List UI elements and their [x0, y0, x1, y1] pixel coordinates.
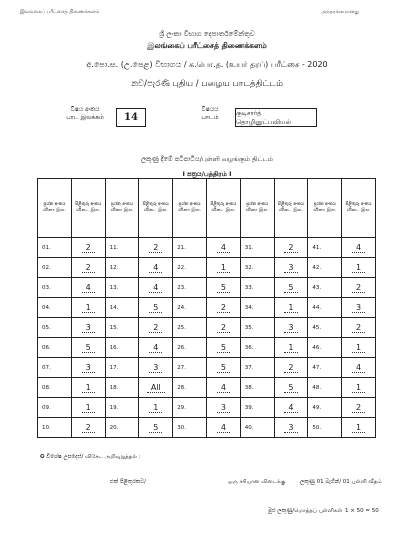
question-number: 47. [308, 358, 342, 378]
answer-cell [139, 278, 173, 298]
answer-cell [71, 378, 105, 398]
answer-value: 2 [217, 323, 230, 333]
answer-value: 3 [82, 363, 95, 373]
answer-cell [206, 378, 240, 398]
answer-value: 2 [284, 243, 297, 253]
department-title-tamil: இலங்கைப் பரீட்சைத் திணைக்களம் [147, 41, 267, 50]
question-number: 15. [105, 318, 139, 338]
answer-value: 1 [352, 423, 365, 433]
question-number: 11. [105, 238, 139, 258]
answer-cell [274, 338, 308, 358]
answer-cell [139, 258, 173, 278]
marking-scheme-title: ලකුණු දීමේ පටිපාටිය/புள்ளி வழங்கும் திட்டம் [141, 155, 273, 163]
question-number: 09. [38, 398, 72, 418]
question-number: 48. [308, 378, 342, 398]
answer-cell [71, 398, 105, 418]
col-header-answer: පිළිතුරු අංකය விடை இல. [274, 179, 308, 238]
answer-cell [274, 258, 308, 278]
answer-value: 5 [284, 283, 297, 293]
answer-cell [139, 298, 173, 318]
question-number: 46. [308, 338, 342, 358]
question-number: 01. [38, 238, 72, 258]
answer-cell [139, 398, 173, 418]
answer-cell [139, 338, 173, 358]
answer-cell [274, 298, 308, 318]
answer-value: 2 [82, 243, 95, 253]
question-number: 13. [105, 278, 139, 298]
subject-number: 14 [116, 108, 146, 127]
answer-value: 1 [82, 303, 95, 313]
answer-cell [274, 378, 308, 398]
subject-name: குடிசார்த் தொழினுட்பவியல் [235, 108, 317, 127]
question-number: 18. [105, 378, 139, 398]
question-number: 37. [240, 358, 274, 378]
question-number: 32. [240, 258, 274, 278]
exam-title: අ.පො.ස. (උ.පෙළ) විභාගය / க.பொ.த. (உயர் தரப்) பரீட்சை - 2020 [86, 60, 328, 69]
col-header-question: ප්‍රශ්න අංකය வினா இல. [308, 179, 342, 238]
answer-value: 5 [217, 363, 230, 373]
header-left: இலங்கைப் பரீட்சைத் திணைக்களம் [20, 9, 100, 15]
answer-value: 4 [217, 383, 230, 393]
answer-value: 4 [149, 343, 162, 353]
syllabus-title: නව/පැරණි புதிய / பழைய பாடத்திட்டம் [131, 79, 283, 89]
answer-value: 3 [284, 423, 297, 433]
question-number: 39. [240, 398, 274, 418]
answer-value: 5 [284, 383, 297, 393]
answer-cell [274, 238, 308, 258]
answer-value: 4 [284, 403, 297, 413]
table-row [38, 338, 376, 358]
subject-number-label-si: විෂය අංකය [70, 106, 100, 113]
table-row [38, 278, 376, 298]
answer-table [37, 178, 376, 438]
answer-cell [71, 318, 105, 338]
answer-cell [342, 338, 376, 358]
question-number: 49. [308, 398, 342, 418]
answer-table-body [38, 238, 376, 438]
answer-cell [342, 358, 376, 378]
answer-cell [274, 278, 308, 298]
answer-value: 4 [149, 283, 162, 293]
table-row [38, 298, 376, 318]
subject-label-ta: பாடம் [201, 114, 219, 121]
paper-title: I පත්‍රය/பத்திரம் I [182, 170, 232, 178]
table-row [38, 378, 376, 398]
answer-value: 1 [284, 303, 297, 313]
table-header-row [38, 179, 376, 238]
question-number: 14. [105, 298, 139, 318]
total-marks-label: මුළු ලකුණු/மொத்தப் புள்ளிகள் [268, 508, 343, 514]
answer-cell [71, 418, 105, 438]
answer-cell [342, 278, 376, 298]
answer-cell [342, 378, 376, 398]
answer-value: 2 [149, 323, 162, 333]
question-number: 34. [240, 298, 274, 318]
question-number: 08. [38, 378, 72, 398]
header-right: அந்தரங்கமானது [320, 9, 359, 15]
answer-cell [139, 238, 173, 258]
answer-value: 2 [82, 423, 95, 433]
answer-value: 1 [217, 263, 230, 273]
table-row [38, 318, 376, 338]
question-number: 42. [308, 258, 342, 278]
answer-value: 1 [82, 403, 95, 413]
answer-cell [206, 338, 240, 358]
answer-value: 4 [217, 423, 230, 433]
question-number: 20. [105, 418, 139, 438]
answer-cell [206, 398, 240, 418]
answer-value: 4 [352, 363, 365, 373]
table-row [38, 258, 376, 278]
question-number: 27. [173, 358, 207, 378]
question-number: 22. [173, 258, 207, 278]
question-number: 21. [173, 238, 207, 258]
question-number: 05. [38, 318, 72, 338]
question-number: 03. [38, 278, 72, 298]
question-number: 28. [173, 378, 207, 398]
col-header-question: ප්‍රශ්න අංකය வினா இல. [105, 179, 139, 238]
col-header-answer: පිළිතුරු අංකය விடை இல. [71, 179, 105, 238]
question-number: 25. [173, 318, 207, 338]
table-row [38, 238, 376, 258]
question-number: 41. [308, 238, 342, 258]
answer-cell [71, 298, 105, 318]
answer-value: 3 [352, 303, 365, 313]
question-number: 19. [105, 398, 139, 418]
subject-info [0, 106, 414, 142]
answer-cell [206, 238, 240, 258]
answer-cell [139, 318, 173, 338]
answer-cell [206, 418, 240, 438]
answer-cell [342, 258, 376, 278]
question-number: 45. [308, 318, 342, 338]
answer-cell [274, 318, 308, 338]
question-number: 26. [173, 338, 207, 358]
answer-cell [206, 278, 240, 298]
col-header-question: ප්‍රශ්න අංකය வினா இல. [173, 179, 207, 238]
answer-value: 2 [82, 263, 95, 273]
answer-value: 3 [284, 323, 297, 333]
answer-cell [342, 298, 376, 318]
one-answer-label-ta: ஒரு சரியான விடைக்கு [228, 479, 286, 485]
answer-value: 2 [352, 323, 365, 333]
question-number: 43. [308, 278, 342, 298]
question-number: 07. [38, 358, 72, 378]
answer-value: 3 [149, 363, 162, 373]
answer-value: 1 [149, 403, 162, 413]
answer-value: 1 [352, 263, 365, 273]
answer-value: 1 [352, 343, 365, 353]
table-row [38, 418, 376, 438]
answer-value: 2 [352, 283, 365, 293]
question-number: 16. [105, 338, 139, 358]
one-answer-label-si: එක් පිළිතුරකට/ [110, 479, 146, 485]
answer-cell [71, 238, 105, 258]
answer-value: 4 [352, 243, 365, 253]
question-number: 10. [38, 418, 72, 438]
answer-cell [71, 358, 105, 378]
answer-value: 5 [217, 343, 230, 353]
answer-value: 3 [82, 323, 95, 333]
col-header-answer: පිළිතුරු අංකය விடை இல. [342, 179, 376, 238]
question-number: 30. [173, 418, 207, 438]
answer-cell [206, 258, 240, 278]
question-number: 31. [240, 238, 274, 258]
answer-cell [274, 418, 308, 438]
answer-value: 1 [284, 343, 297, 353]
answer-value: 3 [217, 403, 230, 413]
answer-value: All [147, 383, 165, 393]
answer-cell [206, 358, 240, 378]
answer-value: 5 [82, 343, 95, 353]
answer-cell [342, 398, 376, 418]
answer-cell [342, 418, 376, 438]
question-number: 38. [240, 378, 274, 398]
table-row [38, 398, 376, 418]
subject-number-label [62, 106, 108, 122]
subject-number-label-ta: பாட இலக்கம் [66, 114, 104, 121]
question-number: 44. [308, 298, 342, 318]
answer-cell [71, 258, 105, 278]
answer-value: 5 [217, 283, 230, 293]
answer-cell [139, 358, 173, 378]
answer-value: 4 [149, 263, 162, 273]
special-instructions: ✪ විශේෂ උපදෙස්/ விசேட அறிவுறுத்தல் : [40, 454, 141, 460]
question-number: 17. [105, 358, 139, 378]
answer-value: 1 [352, 383, 365, 393]
answer-cell [274, 398, 308, 418]
question-number: 36. [240, 338, 274, 358]
total-marks-value: 1 × 50 = 50 [345, 508, 379, 514]
answer-value: 4 [82, 283, 95, 293]
answer-cell [342, 238, 376, 258]
question-number: 33. [240, 278, 274, 298]
question-number: 35. [240, 318, 274, 338]
answer-value: 2 [352, 403, 365, 413]
col-header-answer: පිළිතුරු අංකය விடை இல. [139, 179, 173, 238]
col-header-answer: පිළිතුරු අංකය விடை இல. [206, 179, 240, 238]
answer-value: 5 [149, 303, 162, 313]
answer-cell [139, 378, 173, 398]
answer-value: 5 [149, 423, 162, 433]
subject-label [190, 106, 230, 122]
question-number: 06. [38, 338, 72, 358]
answer-value: 4 [217, 243, 230, 253]
answer-value: 2 [284, 363, 297, 373]
marks-per-answer: ලකුණු 01 බැගින්/ 01 புள்ளி வீதம் [300, 479, 382, 485]
answer-value: 2 [149, 243, 162, 253]
answer-cell [274, 358, 308, 378]
table-row [38, 358, 376, 378]
answer-value: 2 [217, 303, 230, 313]
question-number: 29. [173, 398, 207, 418]
question-number: 23. [173, 278, 207, 298]
answer-cell [71, 278, 105, 298]
subject-label-si: විෂයය [201, 106, 219, 113]
department-title-sinhala: ශ්‍රී ලංකා විභාග දෙපාර්තමේන්තුව [159, 30, 255, 38]
question-number: 24. [173, 298, 207, 318]
col-header-question: ප්‍රශ්න අංකය வினா இல. [38, 179, 72, 238]
question-number: 50. [308, 418, 342, 438]
question-number: 04. [38, 298, 72, 318]
answer-value: 1 [82, 383, 95, 393]
answer-value: 3 [284, 263, 297, 273]
answer-cell [206, 318, 240, 338]
answer-cell [342, 318, 376, 338]
answer-cell [139, 418, 173, 438]
question-number: 02. [38, 258, 72, 278]
question-number: 40. [240, 418, 274, 438]
col-header-question: ප්‍රශ්න අංකය வினா இல. [240, 179, 274, 238]
answer-cell [71, 338, 105, 358]
question-number: 12. [105, 258, 139, 278]
answer-cell [206, 298, 240, 318]
